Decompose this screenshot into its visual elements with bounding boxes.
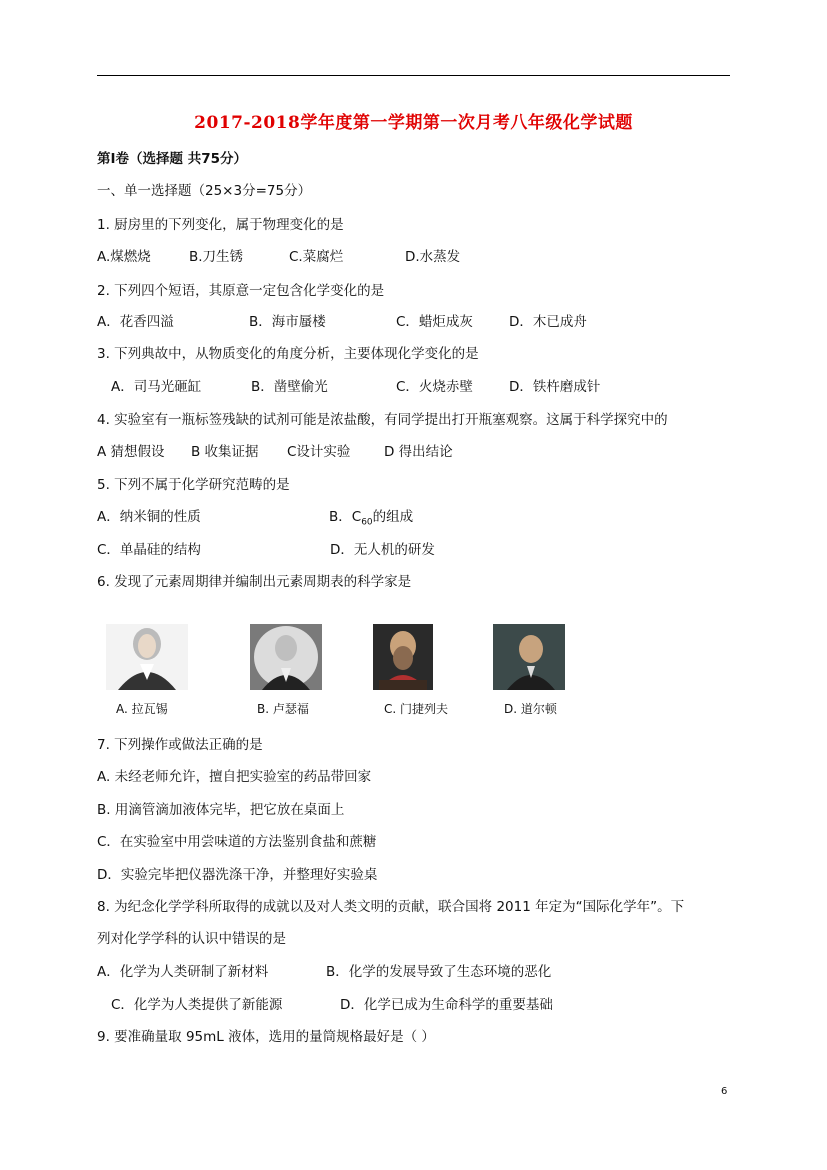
q8-option-b: B．化学的发展导致了生态环境的恶化 (326, 964, 552, 980)
q7-option-b: B. 用滴管滴加液体完毕，把它放在桌面上 (97, 802, 345, 818)
question-5: 5. 下列不属于化学研究范畴的是 (97, 477, 290, 493)
q6-option-b: B. 卢瑟福 (257, 702, 309, 716)
q5-option-a: A．纳米铜的性质 (97, 509, 201, 525)
q7-option-d: D．实验完毕把仪器洗涤干净，并整理好实验桌 (97, 867, 378, 883)
q1-option-b: B.刀生锈 (189, 249, 244, 265)
question-9: 9. 要准确量取 95mL 液体，选用的量筒规格最好是（ ） (97, 1029, 435, 1045)
q4-option-b: B 收集证据 (191, 444, 259, 460)
q1-option-c: C.菜腐烂 (289, 249, 344, 265)
portrait-dalton (493, 624, 565, 690)
q3-option-b: B．凿壁偷光 (251, 379, 328, 395)
q4-option-c: C设计实验 (287, 444, 351, 460)
q6-option-c: C. 门捷列夫 (384, 702, 449, 716)
question-7: 7. 下列操作或做法正确的是 (97, 737, 263, 753)
question-3: 3. 下列典故中，从物质变化的角度分析，主要体现化学变化的是 (97, 346, 479, 362)
q7-option-a: A. 未经老师允许，擅自把实验室的药品带回家 (97, 769, 372, 785)
q4-option-d: D 得出结论 (384, 444, 453, 460)
q3-option-a: A．司马光砸缸 (111, 379, 202, 395)
portrait-mendeleev (373, 624, 433, 690)
q2-option-c: C．蜡炬成灰 (396, 314, 473, 330)
q8-option-d: D．化学已成为生命科学的重要基础 (340, 997, 553, 1013)
question-2: 2. 下列四个短语，其原意一定包含化学变化的是 (97, 283, 385, 299)
q6-option-d: D. 道尔顿 (504, 702, 557, 716)
page-title: 2017-2018学年度第一学期第一次月考八年级化学试题 (194, 113, 633, 133)
part-heading: 一、单一选择题（25×3分=75分） (97, 183, 312, 199)
q2-option-a: A．花香四溢 (97, 314, 174, 330)
question-6: 6. 发现了元素周期律并编制出元素周期表的科学家是 (97, 574, 412, 590)
q6-option-a: A. 拉瓦锡 (116, 702, 168, 716)
portrait-lavoisier (106, 624, 188, 690)
question-8-line-1: 8. 为纪念化学学科所取得的成就以及对人类文明的贡献，联合国将 2011 年定为“国际化学年”。下 (97, 899, 685, 915)
q1-option-a: A.煤燃烧 (97, 249, 151, 265)
q5-option-c: C．单晶硅的结构 (97, 542, 201, 558)
q8-option-a: A．化学为人类研制了新材料 (97, 964, 269, 980)
header-rule (97, 75, 730, 76)
question-1: 1. 厨房里的下列变化，属于物理变化的是 (97, 217, 344, 233)
q7-option-c: C．在实验室中用尝味道的方法鉴别食盐和蔗糖 (97, 834, 377, 850)
q2-option-b: B．海市蜃楼 (249, 314, 326, 330)
q3-option-c: C．火烧赤壁 (396, 379, 473, 395)
q8-option-c: C．化学为人类提供了新能源 (111, 997, 283, 1013)
portrait-rutherford (250, 624, 322, 690)
q5-option-d: D．无人机的研发 (330, 542, 435, 558)
section-heading: 第Ⅰ卷（选择题 共75分） (97, 151, 248, 167)
q1-option-d: D.水蒸发 (405, 249, 461, 265)
question-8-line-2: 列对化学学科的认识中错误的是 (97, 931, 286, 947)
q5-option-b: B．$C_{60}$的组成 (329, 509, 414, 528)
page-number: 6 (721, 1086, 728, 1097)
question-4: 4. 实验室有一瓶标签残缺的试剂可能是浓盐酸，有同学提出打开瓶塞观察。这属于科学探究中的 (97, 412, 668, 428)
q2-option-d: D．木已成舟 (509, 314, 587, 330)
q3-option-d: D．铁杵磨成针 (509, 379, 601, 395)
q4-option-a: A 猜想假设 (97, 444, 165, 460)
